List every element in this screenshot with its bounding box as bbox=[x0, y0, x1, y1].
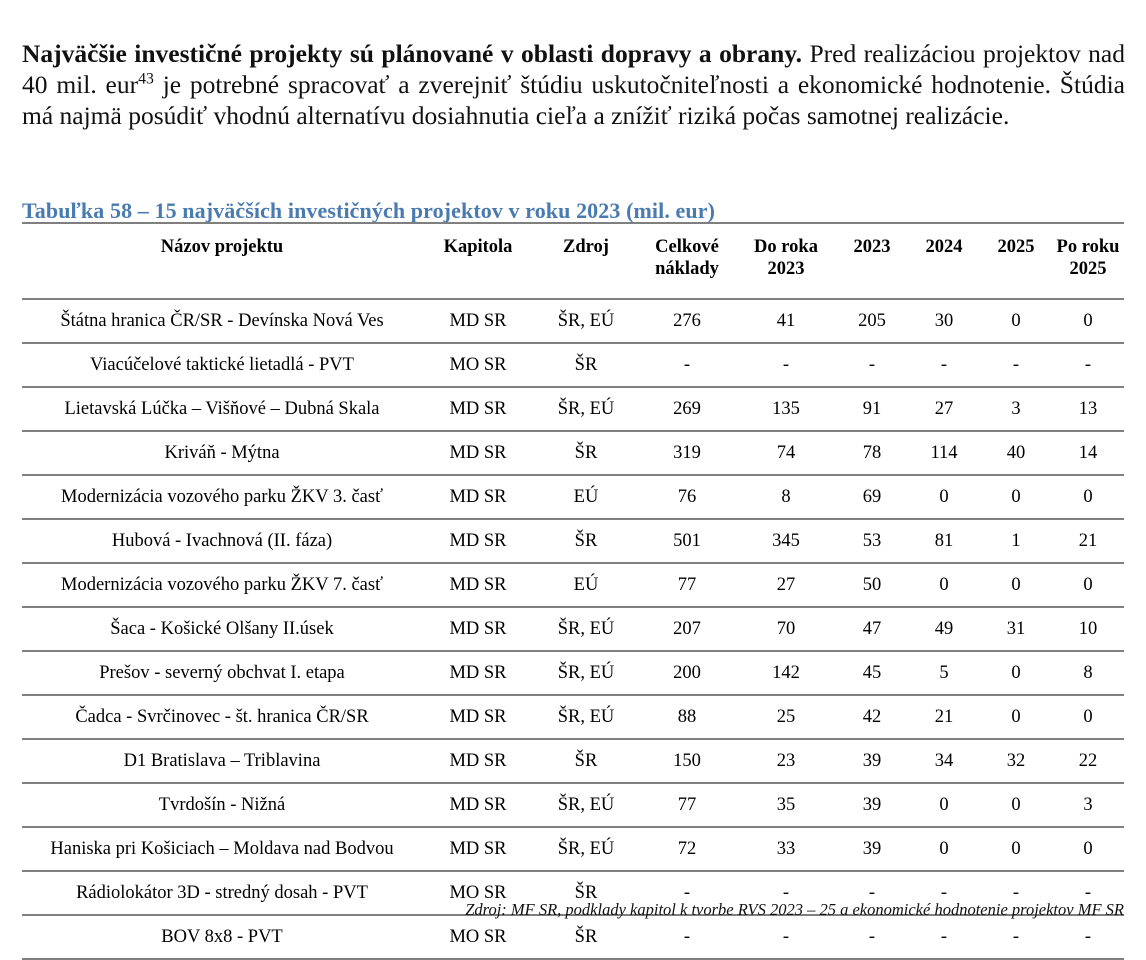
intro-bold-lead: Najväčšie investičné projekty sú plánované v oblasti dopravy a obrany. bbox=[22, 38, 803, 68]
table-source-note: Zdroj: MF SR, podklady kapitol k tvorbe RVS 2023 – 25 a ekonomické hodnotenie projektov MF SR bbox=[465, 900, 1124, 919]
cell-2024: 0 bbox=[908, 827, 980, 871]
cell-celkove-naklady: 77 bbox=[638, 563, 736, 607]
cell-2024: 49 bbox=[908, 607, 980, 651]
cell-2024: 27 bbox=[908, 387, 980, 431]
cell-celkove-naklady: 150 bbox=[638, 739, 736, 783]
cell-2024: - bbox=[908, 343, 980, 387]
cell-2023: 39 bbox=[836, 827, 908, 871]
table-body bbox=[22, 299, 1124, 959]
cell-do-roka-2023: 41 bbox=[736, 299, 836, 343]
col-header-2025: 2025 bbox=[980, 223, 1052, 299]
cell-zdroj: ŠR, EÚ bbox=[534, 607, 638, 651]
cell-2025: - bbox=[980, 343, 1052, 387]
cell-2025: 0 bbox=[980, 651, 1052, 695]
cell-project-name: Modernizácia vozového parku ŽKV 7. časť bbox=[22, 563, 422, 607]
col-header-celkove-line2: náklady bbox=[655, 259, 719, 279]
cell-do-roka-2023: 8 bbox=[736, 475, 836, 519]
cell-project-name: Lietavská Lúčka – Višňové – Dubná Skala bbox=[22, 387, 422, 431]
table-row bbox=[22, 343, 1124, 387]
cell-kapitola: MD SR bbox=[422, 695, 534, 739]
cell-project-name: Prešov - severný obchvat I. etapa bbox=[22, 651, 422, 695]
table-row bbox=[22, 519, 1124, 563]
cell-zdroj: ŠR bbox=[534, 343, 638, 387]
cell-po-roku-2025: 0 bbox=[1052, 475, 1124, 519]
investment-projects-table bbox=[22, 222, 1124, 960]
cell-2023: 205 bbox=[836, 299, 908, 343]
cell-zdroj: ŠR bbox=[534, 519, 638, 563]
cell-2024: 114 bbox=[908, 431, 980, 475]
cell-2025: 3 bbox=[980, 387, 1052, 431]
cell-2023: - bbox=[836, 343, 908, 387]
cell-kapitola: MD SR bbox=[422, 475, 534, 519]
cell-do-roka-2023: 70 bbox=[736, 607, 836, 651]
cell-celkove-naklady: 88 bbox=[638, 695, 736, 739]
cell-celkove-naklady: 269 bbox=[638, 387, 736, 431]
cell-po-roku-2025: 10 bbox=[1052, 607, 1124, 651]
cell-celkove-naklady: 319 bbox=[638, 431, 736, 475]
cell-celkove-naklady: - bbox=[638, 343, 736, 387]
cell-project-name: BOV 8x8 - PVT bbox=[22, 915, 422, 959]
table-row bbox=[22, 431, 1124, 475]
cell-po-roku-2025: 0 bbox=[1052, 563, 1124, 607]
cell-2025: 32 bbox=[980, 739, 1052, 783]
cell-2024: 5 bbox=[908, 651, 980, 695]
cell-po-roku-2025: 22 bbox=[1052, 739, 1124, 783]
cell-2023: 91 bbox=[836, 387, 908, 431]
table-row bbox=[22, 607, 1124, 651]
intro-text-part2: je potrebné spracovať a zverejniť štúdiu uskutočniteľnosti a ekonomické hodnotenie. Štúdia má najmä posúdiť vhodnú alternatívu dosiahnutia cieľa a znížiť riziká počas samotnej realizácie. bbox=[22, 69, 1125, 130]
cell-2024: 0 bbox=[908, 563, 980, 607]
col-header-po-roku-2025 bbox=[1052, 223, 1124, 299]
cell-project-name: Hubová - Ivachnová (II. fáza) bbox=[22, 519, 422, 563]
cell-celkove-naklady: 76 bbox=[638, 475, 736, 519]
col-header-do-roka-line1: Do roka bbox=[754, 237, 818, 257]
table-row bbox=[22, 739, 1124, 783]
cell-kapitola: MD SR bbox=[422, 563, 534, 607]
cell-kapitola: MD SR bbox=[422, 431, 534, 475]
cell-project-name: Rádiolokátor 3D - stredný dosah - PVT bbox=[22, 871, 422, 915]
cell-kapitola: MD SR bbox=[422, 739, 534, 783]
cell-kapitola: MD SR bbox=[422, 783, 534, 827]
cell-po-roku-2025: 21 bbox=[1052, 519, 1124, 563]
cell-project-name: Modernizácia vozového parku ŽKV 3. časť bbox=[22, 475, 422, 519]
cell-do-roka-2023: 142 bbox=[736, 651, 836, 695]
table-header-row bbox=[22, 223, 1124, 299]
cell-2025: 0 bbox=[980, 299, 1052, 343]
col-header-po-roku-line1: Po roku bbox=[1056, 237, 1120, 257]
table-header bbox=[22, 223, 1124, 299]
cell-celkove-naklady: 501 bbox=[638, 519, 736, 563]
cell-po-roku-2025: - bbox=[1052, 871, 1124, 915]
cell-2024: 21 bbox=[908, 695, 980, 739]
cell-2023: - bbox=[836, 871, 908, 915]
cell-kapitola: MO SR bbox=[422, 343, 534, 387]
cell-project-name: D1 Bratislava – Triblavina bbox=[22, 739, 422, 783]
col-header-2023: 2023 bbox=[836, 223, 908, 299]
cell-2024: 34 bbox=[908, 739, 980, 783]
cell-2024: 81 bbox=[908, 519, 980, 563]
cell-2023: 69 bbox=[836, 475, 908, 519]
cell-do-roka-2023: 27 bbox=[736, 563, 836, 607]
cell-kapitola: MO SR bbox=[422, 871, 534, 915]
intro-text-part1: Pred realizáciou projektov nad 40 mil. eur bbox=[22, 38, 1125, 99]
cell-celkove-naklady: - bbox=[638, 915, 736, 959]
cell-2023: - bbox=[836, 915, 908, 959]
cell-kapitola: MD SR bbox=[422, 827, 534, 871]
cell-project-name: Štátna hranica ČR/SR - Devínska Nová Ves bbox=[22, 299, 422, 343]
cell-2023: 39 bbox=[836, 783, 908, 827]
cell-kapitola: MD SR bbox=[422, 519, 534, 563]
cell-project-name: Tvrdošín - Nižná bbox=[22, 783, 422, 827]
cell-celkove-naklady: 207 bbox=[638, 607, 736, 651]
cell-zdroj: EÚ bbox=[534, 563, 638, 607]
cell-po-roku-2025: 14 bbox=[1052, 431, 1124, 475]
cell-po-roku-2025: 0 bbox=[1052, 827, 1124, 871]
cell-zdroj: ŠR, EÚ bbox=[534, 695, 638, 739]
cell-celkove-naklady: 200 bbox=[638, 651, 736, 695]
cell-2025: 0 bbox=[980, 563, 1052, 607]
cell-project-name: Šaca - Košické Olšany II.úsek bbox=[22, 607, 422, 651]
cell-2025: 1 bbox=[980, 519, 1052, 563]
cell-po-roku-2025: 0 bbox=[1052, 299, 1124, 343]
table-row bbox=[22, 475, 1124, 519]
table-caption: Tabuľka 58 – 15 najväčších investičných projektov v roku 2023 (mil. eur) bbox=[22, 198, 716, 223]
cell-project-name: Kriváň - Mýtna bbox=[22, 431, 422, 475]
cell-project-name: Viacúčelové taktické lietadlá - PVT bbox=[22, 343, 422, 387]
table-container bbox=[22, 222, 1124, 960]
cell-do-roka-2023: - bbox=[736, 343, 836, 387]
col-header-zdroj: Zdroj bbox=[534, 223, 638, 299]
cell-do-roka-2023: 74 bbox=[736, 431, 836, 475]
cell-po-roku-2025: - bbox=[1052, 343, 1124, 387]
table-row bbox=[22, 695, 1124, 739]
cell-2024: - bbox=[908, 871, 980, 915]
table-row bbox=[22, 299, 1124, 343]
col-header-celkove-line1: Celkové bbox=[655, 237, 719, 257]
cell-celkove-naklady: 77 bbox=[638, 783, 736, 827]
cell-do-roka-2023: 25 bbox=[736, 695, 836, 739]
cell-celkove-naklady: 72 bbox=[638, 827, 736, 871]
cell-do-roka-2023: 23 bbox=[736, 739, 836, 783]
cell-po-roku-2025: 0 bbox=[1052, 695, 1124, 739]
cell-2025: 0 bbox=[980, 695, 1052, 739]
cell-po-roku-2025: - bbox=[1052, 915, 1124, 959]
cell-2025: - bbox=[980, 871, 1052, 915]
cell-2025: 31 bbox=[980, 607, 1052, 651]
intro-paragraph bbox=[22, 38, 1125, 131]
table-row bbox=[22, 783, 1124, 827]
cell-po-roku-2025: 3 bbox=[1052, 783, 1124, 827]
col-header-po-roku-line2: 2025 bbox=[1069, 259, 1107, 279]
cell-do-roka-2023: 33 bbox=[736, 827, 836, 871]
cell-2023: 78 bbox=[836, 431, 908, 475]
table-row bbox=[22, 387, 1124, 431]
cell-zdroj: ŠR, EÚ bbox=[534, 783, 638, 827]
cell-2023: 53 bbox=[836, 519, 908, 563]
cell-kapitola: MO SR bbox=[422, 915, 534, 959]
cell-project-name: Čadca - Svrčinovec - št. hranica ČR/SR bbox=[22, 695, 422, 739]
cell-celkove-naklady: 276 bbox=[638, 299, 736, 343]
col-header-nazov-projektu: Názov projektu bbox=[22, 223, 422, 299]
cell-do-roka-2023: 345 bbox=[736, 519, 836, 563]
cell-2025: - bbox=[980, 915, 1052, 959]
cell-celkove-naklady: - bbox=[638, 871, 736, 915]
cell-2023: 50 bbox=[836, 563, 908, 607]
cell-2024: 0 bbox=[908, 475, 980, 519]
table-row bbox=[22, 651, 1124, 695]
cell-2025: 0 bbox=[980, 827, 1052, 871]
cell-2025: 40 bbox=[980, 431, 1052, 475]
table-row bbox=[22, 827, 1124, 871]
cell-po-roku-2025: 8 bbox=[1052, 651, 1124, 695]
cell-zdroj: ŠR, EÚ bbox=[534, 651, 638, 695]
cell-zdroj: ŠR, EÚ bbox=[534, 827, 638, 871]
cell-zdroj: ŠR, EÚ bbox=[534, 387, 638, 431]
cell-2024: - bbox=[908, 915, 980, 959]
cell-do-roka-2023: - bbox=[736, 871, 836, 915]
cell-zdroj: ŠR bbox=[534, 915, 638, 959]
table-row bbox=[22, 915, 1124, 959]
cell-po-roku-2025: 13 bbox=[1052, 387, 1124, 431]
col-header-do-roka-2023 bbox=[736, 223, 836, 299]
cell-2024: 0 bbox=[908, 783, 980, 827]
cell-zdroj: ŠR bbox=[534, 431, 638, 475]
col-header-kapitola: Kapitola bbox=[422, 223, 534, 299]
cell-2024: 30 bbox=[908, 299, 980, 343]
cell-2025: 0 bbox=[980, 783, 1052, 827]
cell-zdroj: ŠR bbox=[534, 871, 638, 915]
cell-do-roka-2023: - bbox=[736, 915, 836, 959]
footnote-marker: 43 bbox=[138, 70, 154, 87]
cell-2025: 0 bbox=[980, 475, 1052, 519]
cell-zdroj: EÚ bbox=[534, 475, 638, 519]
table-row bbox=[22, 563, 1124, 607]
cell-kapitola: MD SR bbox=[422, 651, 534, 695]
cell-2023: 45 bbox=[836, 651, 908, 695]
cell-project-name: Haniska pri Košiciach – Moldava nad Bodvou bbox=[22, 827, 422, 871]
cell-do-roka-2023: 135 bbox=[736, 387, 836, 431]
cell-do-roka-2023: 35 bbox=[736, 783, 836, 827]
cell-kapitola: MD SR bbox=[422, 607, 534, 651]
col-header-do-roka-line2: 2023 bbox=[767, 259, 805, 279]
cell-kapitola: MD SR bbox=[422, 387, 534, 431]
cell-2023: 39 bbox=[836, 739, 908, 783]
cell-2023: 47 bbox=[836, 607, 908, 651]
cell-zdroj: ŠR bbox=[534, 739, 638, 783]
col-header-2024: 2024 bbox=[908, 223, 980, 299]
cell-2023: 42 bbox=[836, 695, 908, 739]
col-header-celkove-naklady bbox=[638, 223, 736, 299]
cell-zdroj: ŠR, EÚ bbox=[534, 299, 638, 343]
cell-kapitola: MD SR bbox=[422, 299, 534, 343]
